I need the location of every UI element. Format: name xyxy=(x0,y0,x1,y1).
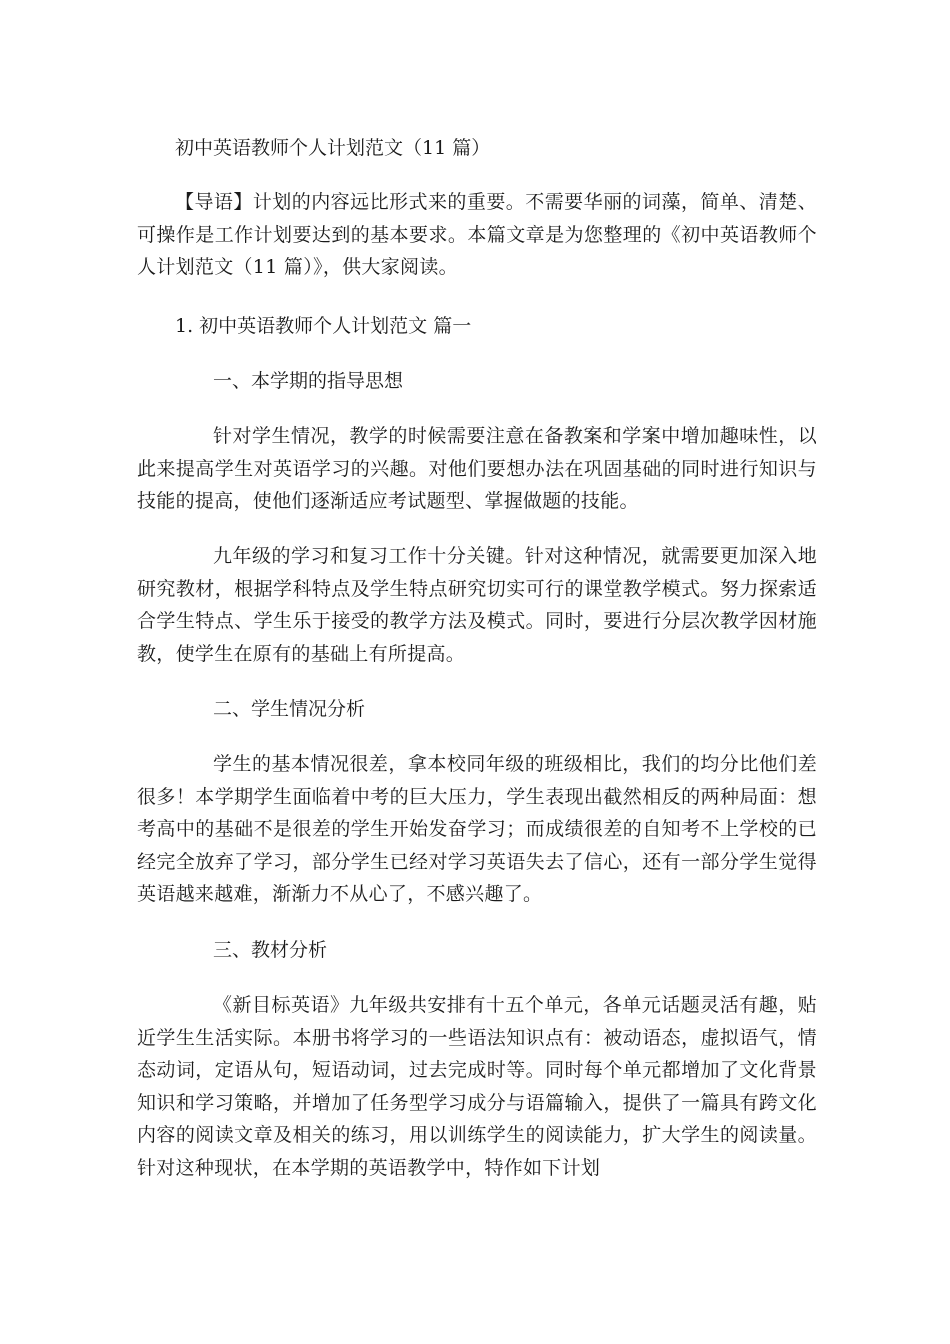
heading-student-analysis: 二、学生情况分析 xyxy=(213,698,366,720)
heading-guiding-thought: 一、本学期的指导思想 xyxy=(213,370,404,392)
section-title: 1. 初中英语教师个人计划范文 篇一 xyxy=(175,315,472,337)
intro-paragraph: 【导语】计划的内容远比形式来的重要。不需要华丽的词藻，简单、清楚、可操作是工作计划要达到的基本要求。本篇文章是为您整理的《初中英语教师个人计划范文（11 篇）》，供大家阅读。 xyxy=(137,191,817,278)
heading-textbook-analysis: 三、教材分析 xyxy=(213,939,328,961)
document-title: 初中英语教师个人计划范文（11 篇） xyxy=(175,137,491,159)
paragraph-guiding-2: 九年级的学习和复习工作十分关键。针对这种情况，就需要更加深入地研究教材，根据学科特点及学生特点研究切实可行的课堂教学模式。努力探索适合学生特点、学生乐于接受的教学方法及模式。同时，要进行分层次教学因材施教，使学生在原有的基础上有所提高。 xyxy=(137,545,817,665)
paragraph-guiding-1: 针对学生情况，教学的时候需要注意在备教案和学案中增加趣味性，以此来提高学生对英语学习的兴趣。对他们要想办法在巩固基础的同时进行知识与技能的提高，使他们逐渐适应考试题型、掌握做题的技能。 xyxy=(137,425,817,512)
paragraph-student-analysis: 学生的基本情况很差，拿本校同年级的班级相比，我们的均分比他们差很多！本学期学生面临着中考的巨大压力，学生表现出截然相反的两种局面：想考高中的基础不是很差的学生开始发奋学习；而成绩很差的自知考不上学校的已经完全放弃了学习，部分学生已经对学习英语失去了信心，还有一部分学生觉得英语越来越难，渐渐力不从心了，不感兴趣了。 xyxy=(137,753,817,905)
paragraph-textbook-analysis: 《新目标英语》九年级共安排有十五个单元，各单元话题灵活有趣，贴近学生生活实际。本册书将学习的一些语法知识点有：被动语态，虚拟语气，情态动词，定语从句，短语动词，过去完成时等。同时每个单元都增加了文化背景知识和学习策略，并增加了任务型学习成分与语篇输入，提供了一篇具有跨文化内容的阅读文章及相关的练习，用以训练学生的阅读能力，扩大学生的阅读量。针对这种现状，在本学期的英语教学中，特作如下计划 xyxy=(137,994,817,1179)
